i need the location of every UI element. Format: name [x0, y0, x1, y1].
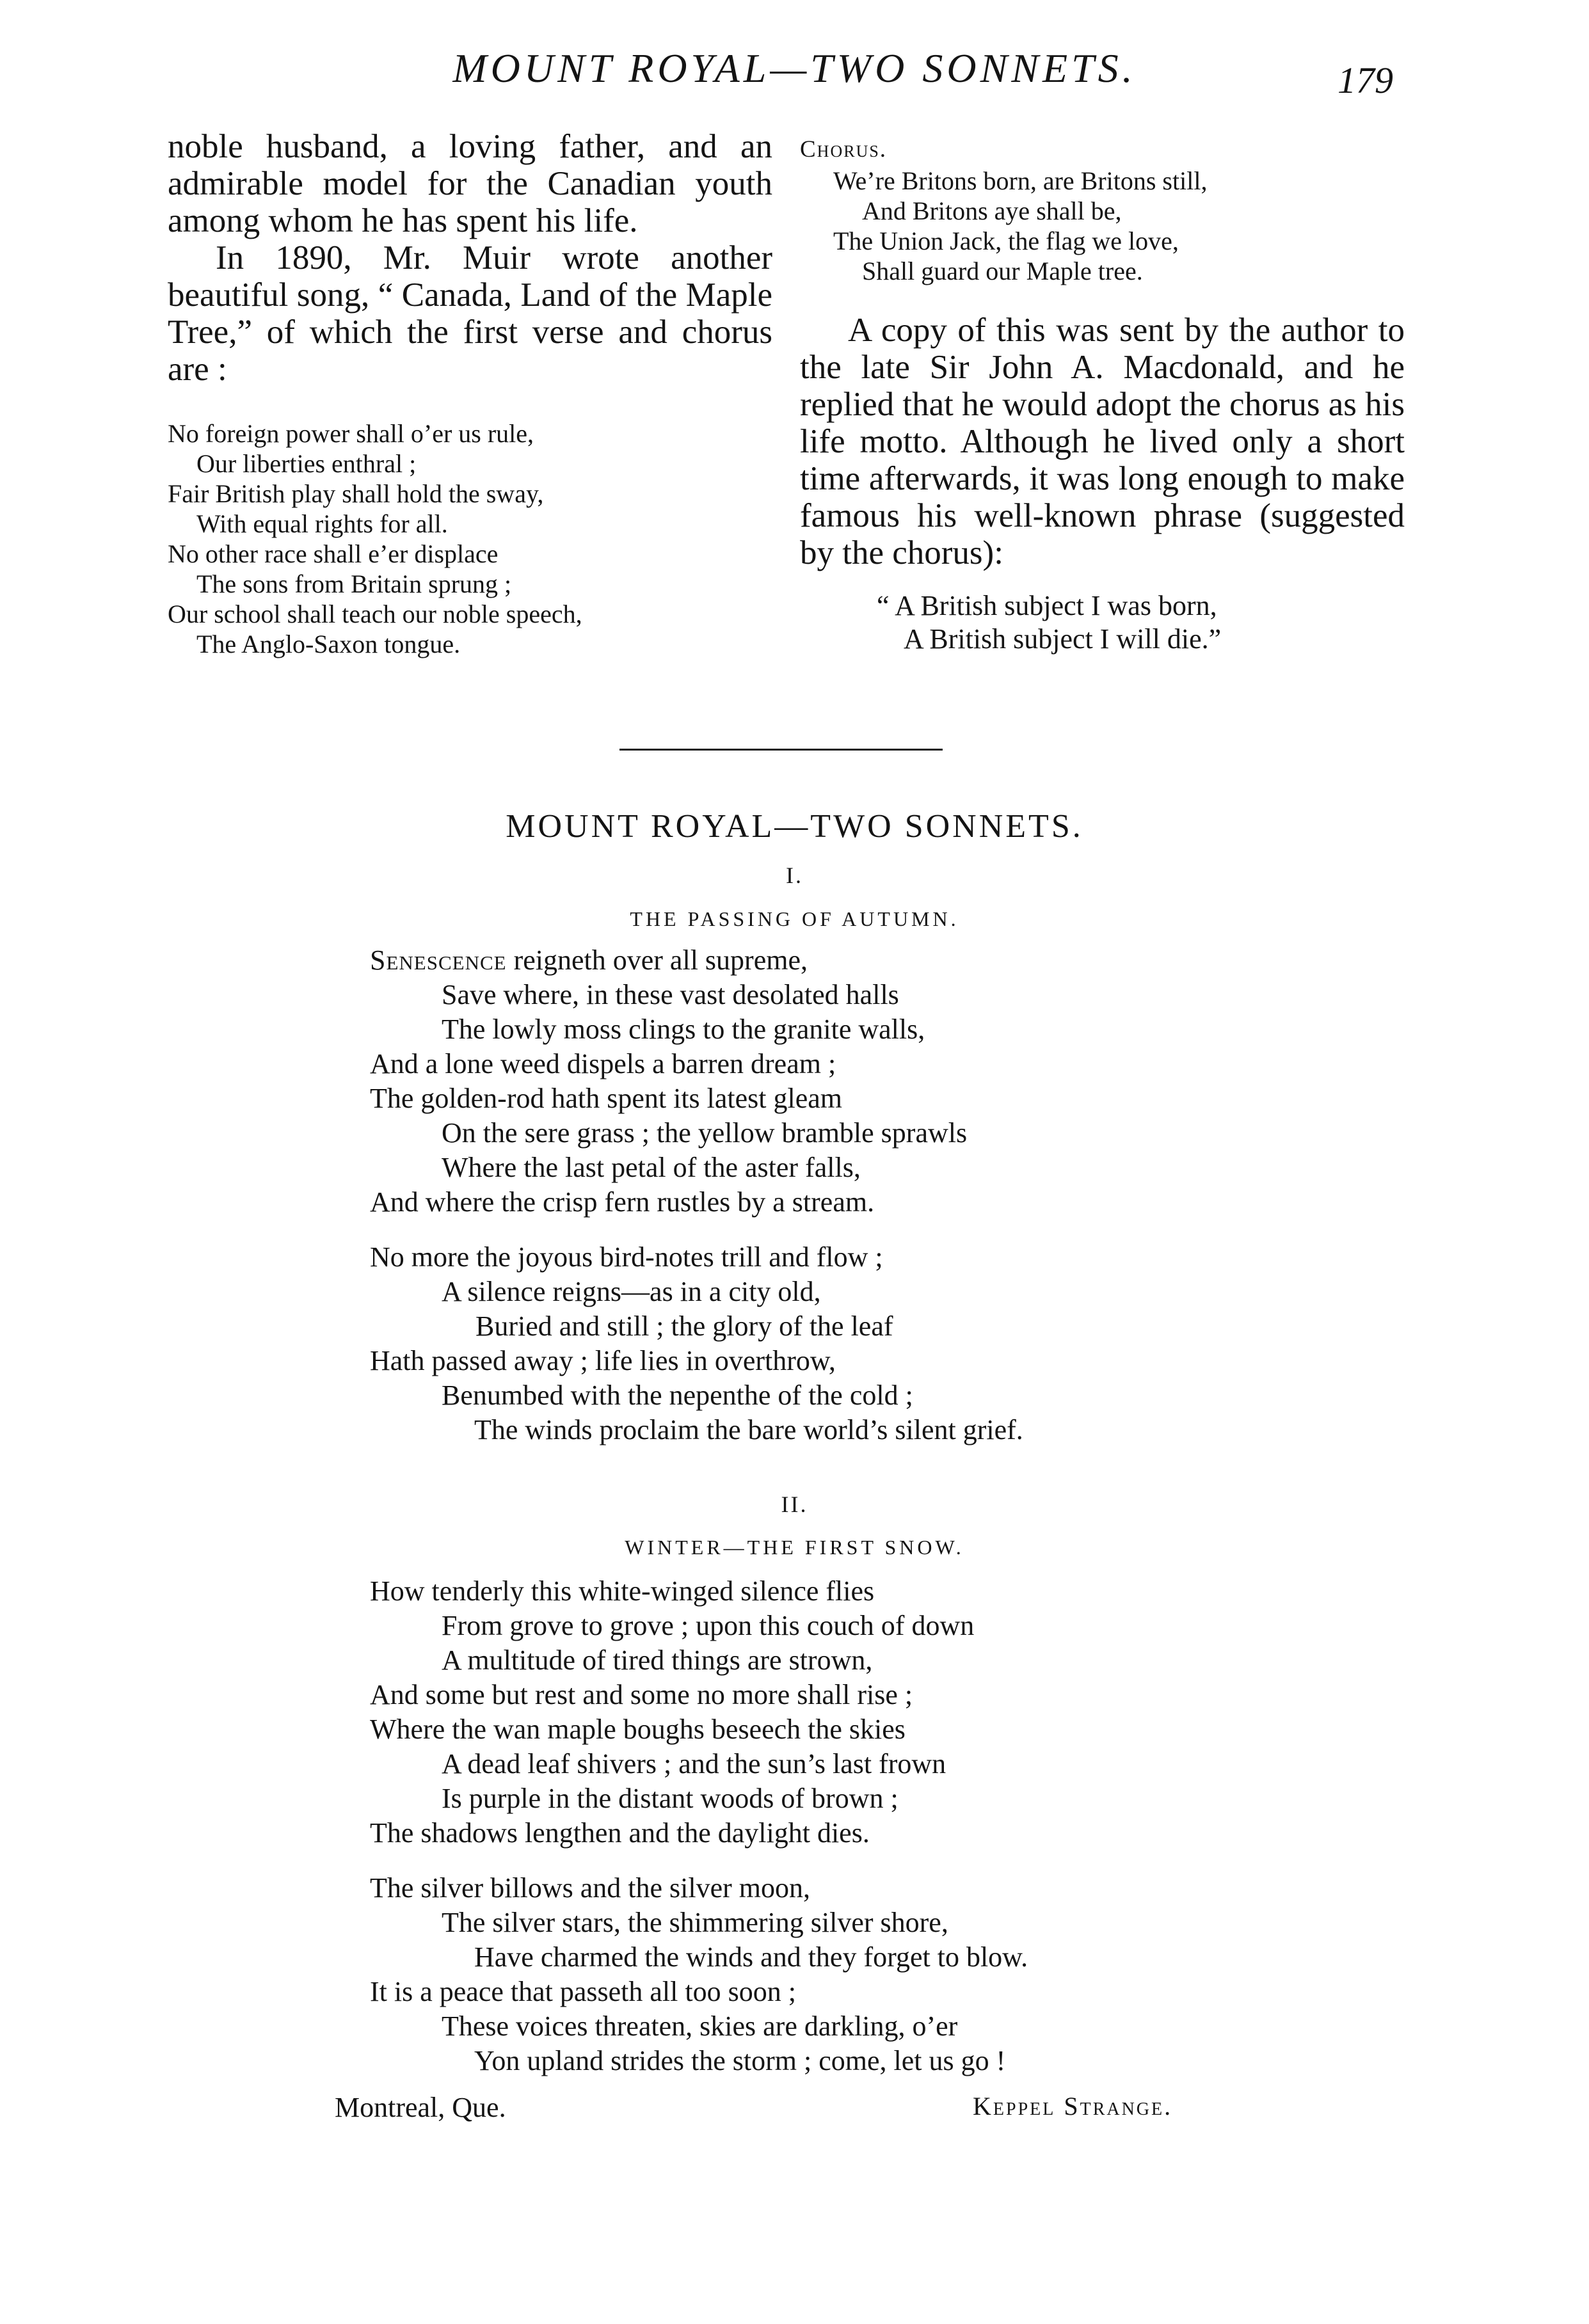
sonnet-line: Where the wan maple boughs beseech the skies	[370, 1714, 906, 1745]
sonnet-line: And a lone weed dispels a barren dream ;	[370, 1048, 836, 1079]
sonnet-line: And some but rest and some no more shall rise ;	[370, 1679, 913, 1710]
quote-line: “ A British subject I was born,	[877, 590, 1217, 621]
sonnet-2	[370, 1574, 1266, 2078]
sonnet-line: Where the last petal of the aster falls,	[442, 1152, 861, 1183]
left-column	[168, 128, 772, 659]
sonnet-line: It is a peace that passeth all too soon ;	[370, 1976, 796, 2007]
verse-line: The Union Jack, the flag we love,	[833, 227, 1179, 255]
sonnet-title: WINTER—THE FIRST SNOW.	[625, 1536, 964, 1559]
chorus-verse	[833, 166, 1405, 286]
sonnet-line: Benumbed with the nepenthe of the cold ;	[442, 1380, 913, 1411]
sonnet-line: These voices threaten, skies are darkling, o’er	[442, 2010, 958, 2042]
verse-line: Fair British play shall hold the sway,	[168, 479, 544, 508]
verse-line: Shall guard our Maple tree.	[862, 257, 1143, 285]
sonnet-line: On the sere grass ; the yellow bramble sprawls	[442, 1117, 968, 1149]
signoff-author: Keppel Strange.	[973, 2092, 1173, 2121]
stanza-break	[370, 1850, 1266, 1871]
verse-line: The sons from Britain sprung ;	[196, 569, 512, 598]
section-divider	[619, 749, 943, 751]
chorus-label: Chorus.	[800, 136, 888, 163]
verse-line: With equal rights for all.	[196, 509, 448, 538]
page-number: 179	[1337, 60, 1393, 101]
sonnet-line: No more the joyous bird-notes trill and flow ;	[370, 1241, 883, 1273]
sonnet-line: A dead leaf shivers ; and the sun’s last frown	[442, 1748, 946, 1779]
sonnet-numeral: II.	[781, 1492, 808, 1517]
running-head: MOUNT ROYAL—TWO SONNETS.	[452, 45, 1137, 91]
quote-line: A British subject I will die.”	[904, 623, 1222, 655]
sonnet-line: A multitude of tired things are strown,	[442, 1644, 873, 1676]
verse-line: No foreign power shall o’er us rule,	[168, 419, 534, 448]
sonnet-line: Is purple in the distant woods of brown ;	[442, 1783, 898, 1814]
poem-title: MOUNT ROYAL—TWO SONNETS.	[506, 808, 1083, 845]
verse-line: We’re Britons born, are Britons still,	[833, 166, 1208, 195]
sonnet-line: And where the crisp fern rustles by a stream.	[370, 1186, 875, 1218]
song-verse	[168, 418, 772, 659]
quotation	[877, 589, 1405, 656]
sonnet-line: The winds proclaim the bare world’s silent grief.	[474, 1414, 1023, 1445]
drop-word: Senescence	[370, 944, 507, 976]
sonnet-title: THE PASSING OF AUTUMN.	[630, 907, 959, 930]
paragraph: noble husband, a loving father, and an admirable model for the Canadian youth among whom he has spent his life.	[168, 128, 772, 239]
sonnet-line: Save where, in these vast desolated halls	[442, 979, 899, 1010]
signoff-place: Montreal, Que.	[335, 2092, 506, 2123]
sonnet-line: The silver stars, the shimmering silver shore,	[442, 1907, 948, 1938]
sonnet-line: Buried and still ; the glory of the leaf	[475, 1310, 893, 1342]
verse-line: And Britons aye shall be,	[862, 196, 1122, 225]
sonnet-line: Have charmed the winds and they forget to blow.	[474, 1941, 1028, 1973]
sonnet-line: The silver billows and the silver moon,	[370, 1872, 810, 1904]
sonnet-1	[370, 943, 1266, 1447]
verse-line: Our school shall teach our noble speech,	[168, 600, 582, 628]
sonnet-line: From grove to grove ; upon this couch of down	[442, 1610, 975, 1641]
verse-line: Our liberties enthral ;	[196, 449, 417, 478]
stanza-break	[370, 1220, 1266, 1240]
right-column	[800, 128, 1405, 656]
sonnet-line: Senescence reigneth over all supreme,	[370, 944, 808, 976]
sonnet-line: A silence reigns—as in a city old,	[442, 1276, 821, 1307]
sonnet-numeral: I.	[786, 863, 803, 888]
sonnet-line: The shadows lengthen and the daylight dies.	[370, 1817, 870, 1849]
paragraph: In 1890, Mr. Muir wrote another beautiful song, “ Canada, Land of the Maple Tree,” of which the first verse and chorus are :	[168, 239, 772, 388]
sonnet-line: The lowly moss clings to the granite walls,	[442, 1014, 925, 1045]
sonnet-line: How tenderly this white-winged silence flies	[370, 1575, 875, 1607]
sonnet-line: Yon upland strides the storm ; come, let us go !	[474, 2045, 1006, 2076]
verse-line: The Anglo-Saxon tongue.	[196, 630, 461, 658]
sonnet-line: The golden-rod hath spent its latest gleam	[370, 1083, 843, 1114]
verse-line: No other race shall e’er displace	[168, 539, 499, 568]
sonnet-line: Hath passed away ; life lies in overthrow,	[370, 1345, 836, 1376]
paragraph: A copy of this was sent by the author to the late Sir John A. Macdonald, and he replied that he would adopt the chorus as his life motto. Although he lived only a short time afterwards, it was long enough to make famous his well-known phrase (suggested by the chorus):	[800, 312, 1405, 571]
